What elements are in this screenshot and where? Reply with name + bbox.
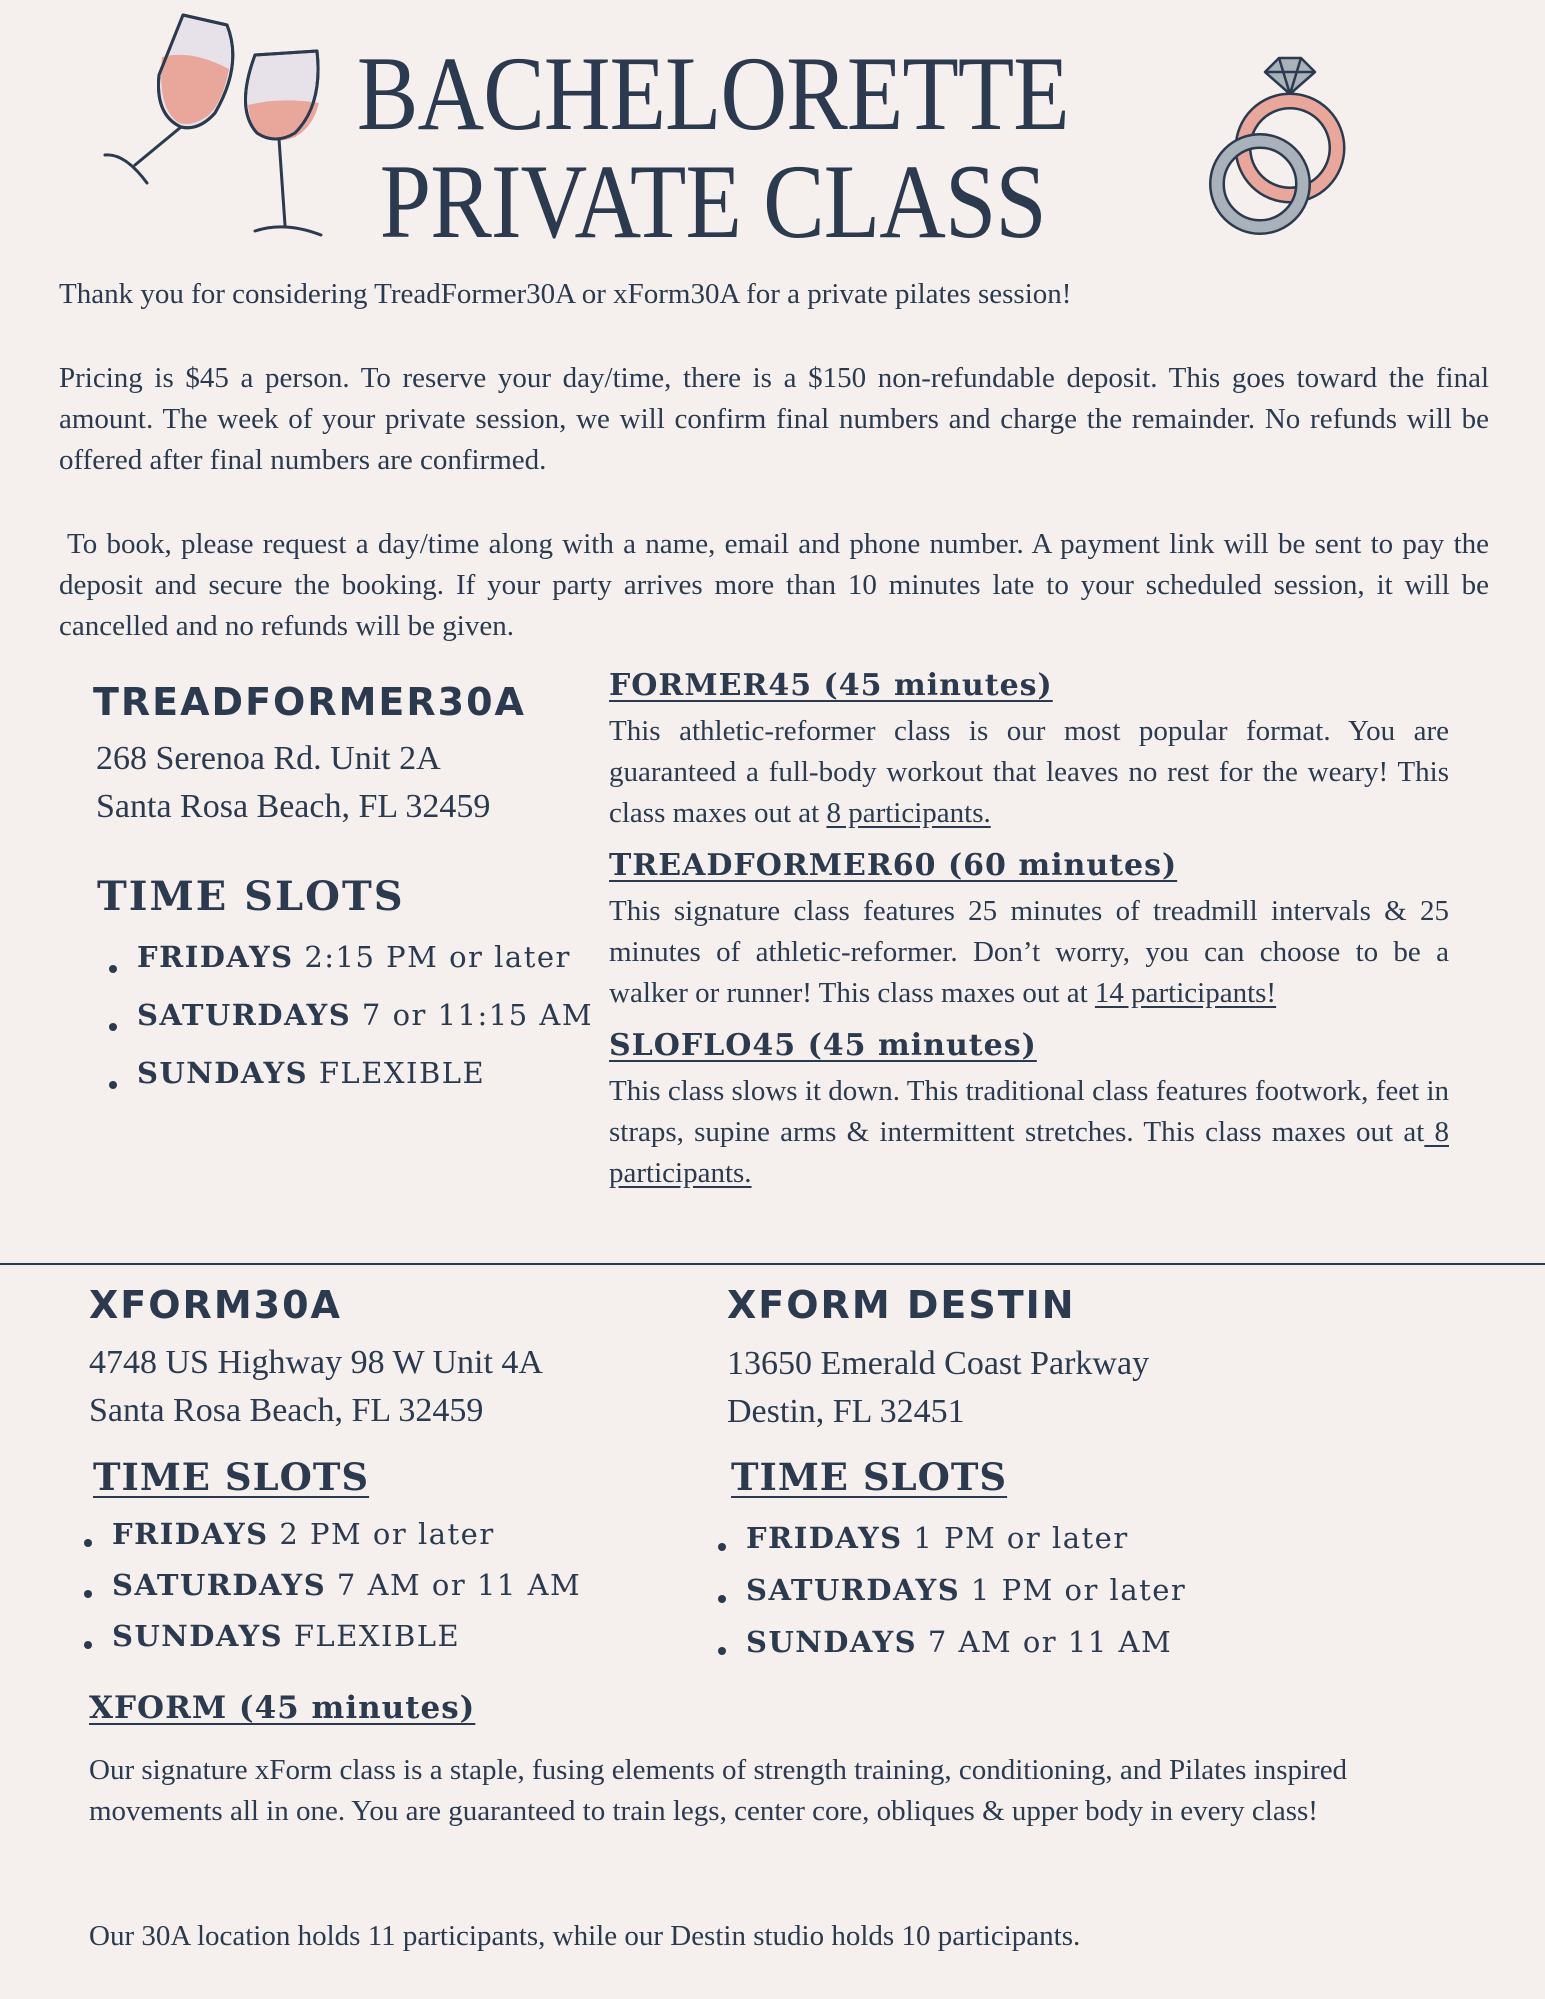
list-item: SATURDAYS 1 PM or later [706, 1573, 1186, 1625]
title-line-1: BACHELORETTE [356, 35, 1069, 152]
treadformer-name: TREADFORMER30A [93, 680, 526, 724]
class-title-sloflo45: SLOFLO45 (45 minutes) [609, 1028, 1037, 1063]
xform30a-address-line1: 4748 US Highway 98 W Unit 4A [89, 1344, 543, 1381]
treadformer-time-slots-heading: TIME SLOTS [97, 873, 405, 920]
class-title-treadformer60: TREADFORMER60 (60 minutes) [609, 848, 1178, 883]
wine-glasses-toast-icon [95, 5, 335, 245]
title-line-2: PRIVATE CLASS [379, 143, 1046, 260]
class-title-former45: FORMER45 (45 minutes) [609, 668, 1053, 703]
treadformer-classes [609, 668, 1449, 1194]
xform-capacity-note: Our 30A location holds 11 participants, while our Destin studio holds 10 participants. [89, 1920, 1081, 1952]
xform-destin-time-slots [706, 1521, 1186, 1677]
list-item: FRIDAYS 2:15 PM or later [97, 940, 593, 998]
xform-destin-time-slots-heading: TIME SLOTS [731, 1455, 1008, 1499]
list-item: SATURDAYS 7 or 11:15 AM [97, 998, 593, 1056]
xform30a-name: XFORM30A [89, 1283, 342, 1327]
class-desc-former45: This athletic-reformer class is our most popular format. You are guaranteed a full-body workout that leaves no rest for the weary! This class maxes out at 8 participants. [609, 715, 1449, 829]
list-item: SUNDAYS FLEXIBLE [97, 1056, 593, 1114]
intro-pricing: Pricing is $45 a person. To reserve your day/time, there is a $150 non-refundable deposit. This goes toward the final amount. The week of your private session, we will confirm final numbers and charge the remainder. No refunds will be offered after final numbers are confirmed. [59, 362, 1489, 476]
list-item: SUNDAYS FLEXIBLE [72, 1619, 581, 1670]
section-divider [0, 1263, 1545, 1265]
class-desc-treadformer60: This signature class features 25 minutes of treadmill intervals & 25 minutes of athletic-reformer. Don’t worry, you can choose to be a walker or runner! This class maxes out at 14 participants! [609, 895, 1449, 1009]
list-item: FRIDAYS 1 PM or later [706, 1521, 1186, 1573]
intro-thanks: Thank you for considering TreadFormer30A or xForm30A for a private pilates session! [59, 278, 1072, 310]
list-item: FRIDAYS 2 PM or later [72, 1517, 581, 1568]
list-item: SATURDAYS 7 AM or 11 AM [72, 1568, 581, 1619]
xform-destin-address-line1: 13650 Emerald Coast Parkway [727, 1345, 1150, 1382]
class-desc-sloflo45: This class slows it down. This traditional class features footwork, feet in straps, supine arms & intermittent stretches. This class maxes out at 8 participants. [609, 1075, 1449, 1189]
xform30a-time-slots [72, 1517, 581, 1670]
treadformer-time-slots [97, 940, 593, 1114]
intro-booking: To book, please request a day/time along with a name, email and phone number. A payment link will be sent to pay the deposit and secure the booking. If your party arrives more than 10 minutes late to your scheduled session, it will be cancelled and no refunds will be given. [59, 528, 1489, 642]
class-desc-xform: Our signature xForm class is a staple, fusing elements of strength training, conditioning, and Pilates inspired movements all in one. You are guaranteed to train legs, center core, obliques & upper body in every class! [89, 1754, 1348, 1827]
page-title [330, 35, 1096, 260]
wedding-rings-icon [1205, 50, 1355, 240]
xform30a-address-line2: Santa Rosa Beach, FL 32459 [89, 1392, 484, 1429]
xform-destin-address [727, 1340, 1149, 1436]
treadformer-address [96, 735, 490, 831]
xform30a-address [89, 1339, 543, 1435]
list-item: SUNDAYS 7 AM or 11 AM [706, 1625, 1186, 1677]
xform-destin-address-line2: Destin, FL 32451 [727, 1393, 965, 1430]
class-title-xform: XFORM (45 minutes) [89, 1690, 476, 1726]
xform30a-time-slots-heading: TIME SLOTS [93, 1455, 370, 1499]
xform-destin-name: XFORM DESTIN [727, 1283, 1076, 1327]
treadformer-address-line1: 268 Serenoa Rd. Unit 2A [96, 740, 441, 777]
treadformer-address-line2: Santa Rosa Beach, FL 32459 [96, 788, 491, 825]
